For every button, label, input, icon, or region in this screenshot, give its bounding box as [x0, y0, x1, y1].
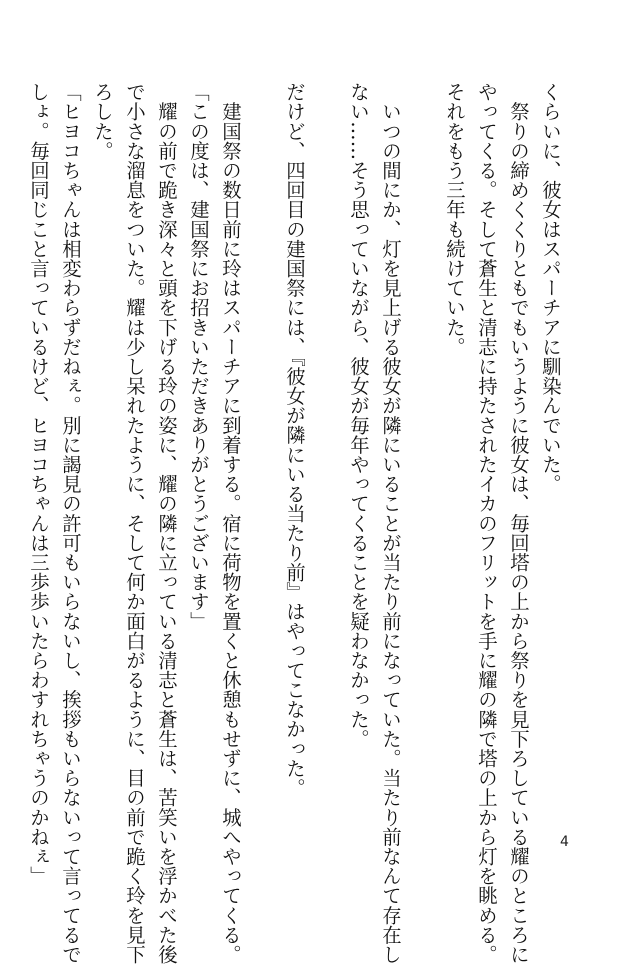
paragraph-line: で小さな溜息をついた。耀は少し呆れたように、そして何か面白がるように、目の前で跪く玲を見下: [123, 82, 146, 964]
paragraph-line: やってくる。そして蒼生と清志に持たされたイカのフリットを手に耀の隣で塔の上から灯を眺める。: [475, 82, 498, 964]
blank-line: [406, 82, 438, 782]
paragraph-line: ろした。: [91, 82, 114, 161]
paragraph-line: 建国祭の数日前に玲はスパーチアに到着する。宿に荷物を置くと休憩もせずに、城へやってくる。: [219, 82, 242, 964]
paragraph-line: しょ。毎回同じこと言っているけど、ヒヨコちゃんは三歩歩いたらわすれちゃうのかねぇ」: [27, 82, 50, 886]
paragraph-line: だけど、四回目の建国祭には、『彼女が隣にいる当たり前』はやってこなかった。: [283, 82, 306, 798]
page-number: 4: [560, 834, 569, 850]
blank-line: [246, 82, 278, 782]
paragraph-line: 「この度は、建国祭にお招きいただきありがとうございます」: [187, 82, 210, 631]
paragraph-line: 「ヒヨコちゃんは相変わらずだねぇ。別に謁見の許可もいらないし、挨拶もいらないって言ってるで: [59, 82, 82, 964]
paragraph-line: 祭りの締めくくりともでもいうように彼女は、毎回塔の上から祭りを見下ろしている耀のところに: [507, 82, 530, 964]
paragraph-line: 耀の前で跪き深々と頭を下げる玲の姿に、耀の隣に立っている清志と蒼生は、苦笑いを浮かべた後: [155, 82, 178, 964]
paragraph-line: くらいに、彼女はスパーチアに馴染んでいた。: [539, 82, 562, 494]
paragraph-line: それをもう三年も続けていた。: [443, 82, 466, 357]
paragraph-line: いつの間にか、灯を見上げる彼女が隣にいることが当たり前になっていた。当たり前なんて存在し: [379, 82, 402, 964]
paragraph-line: ない……そう思っていながら、彼女が毎年やってくることを疑わなかった。: [347, 82, 370, 749]
blank-line: [310, 82, 342, 782]
body-text: [22, 82, 566, 964]
